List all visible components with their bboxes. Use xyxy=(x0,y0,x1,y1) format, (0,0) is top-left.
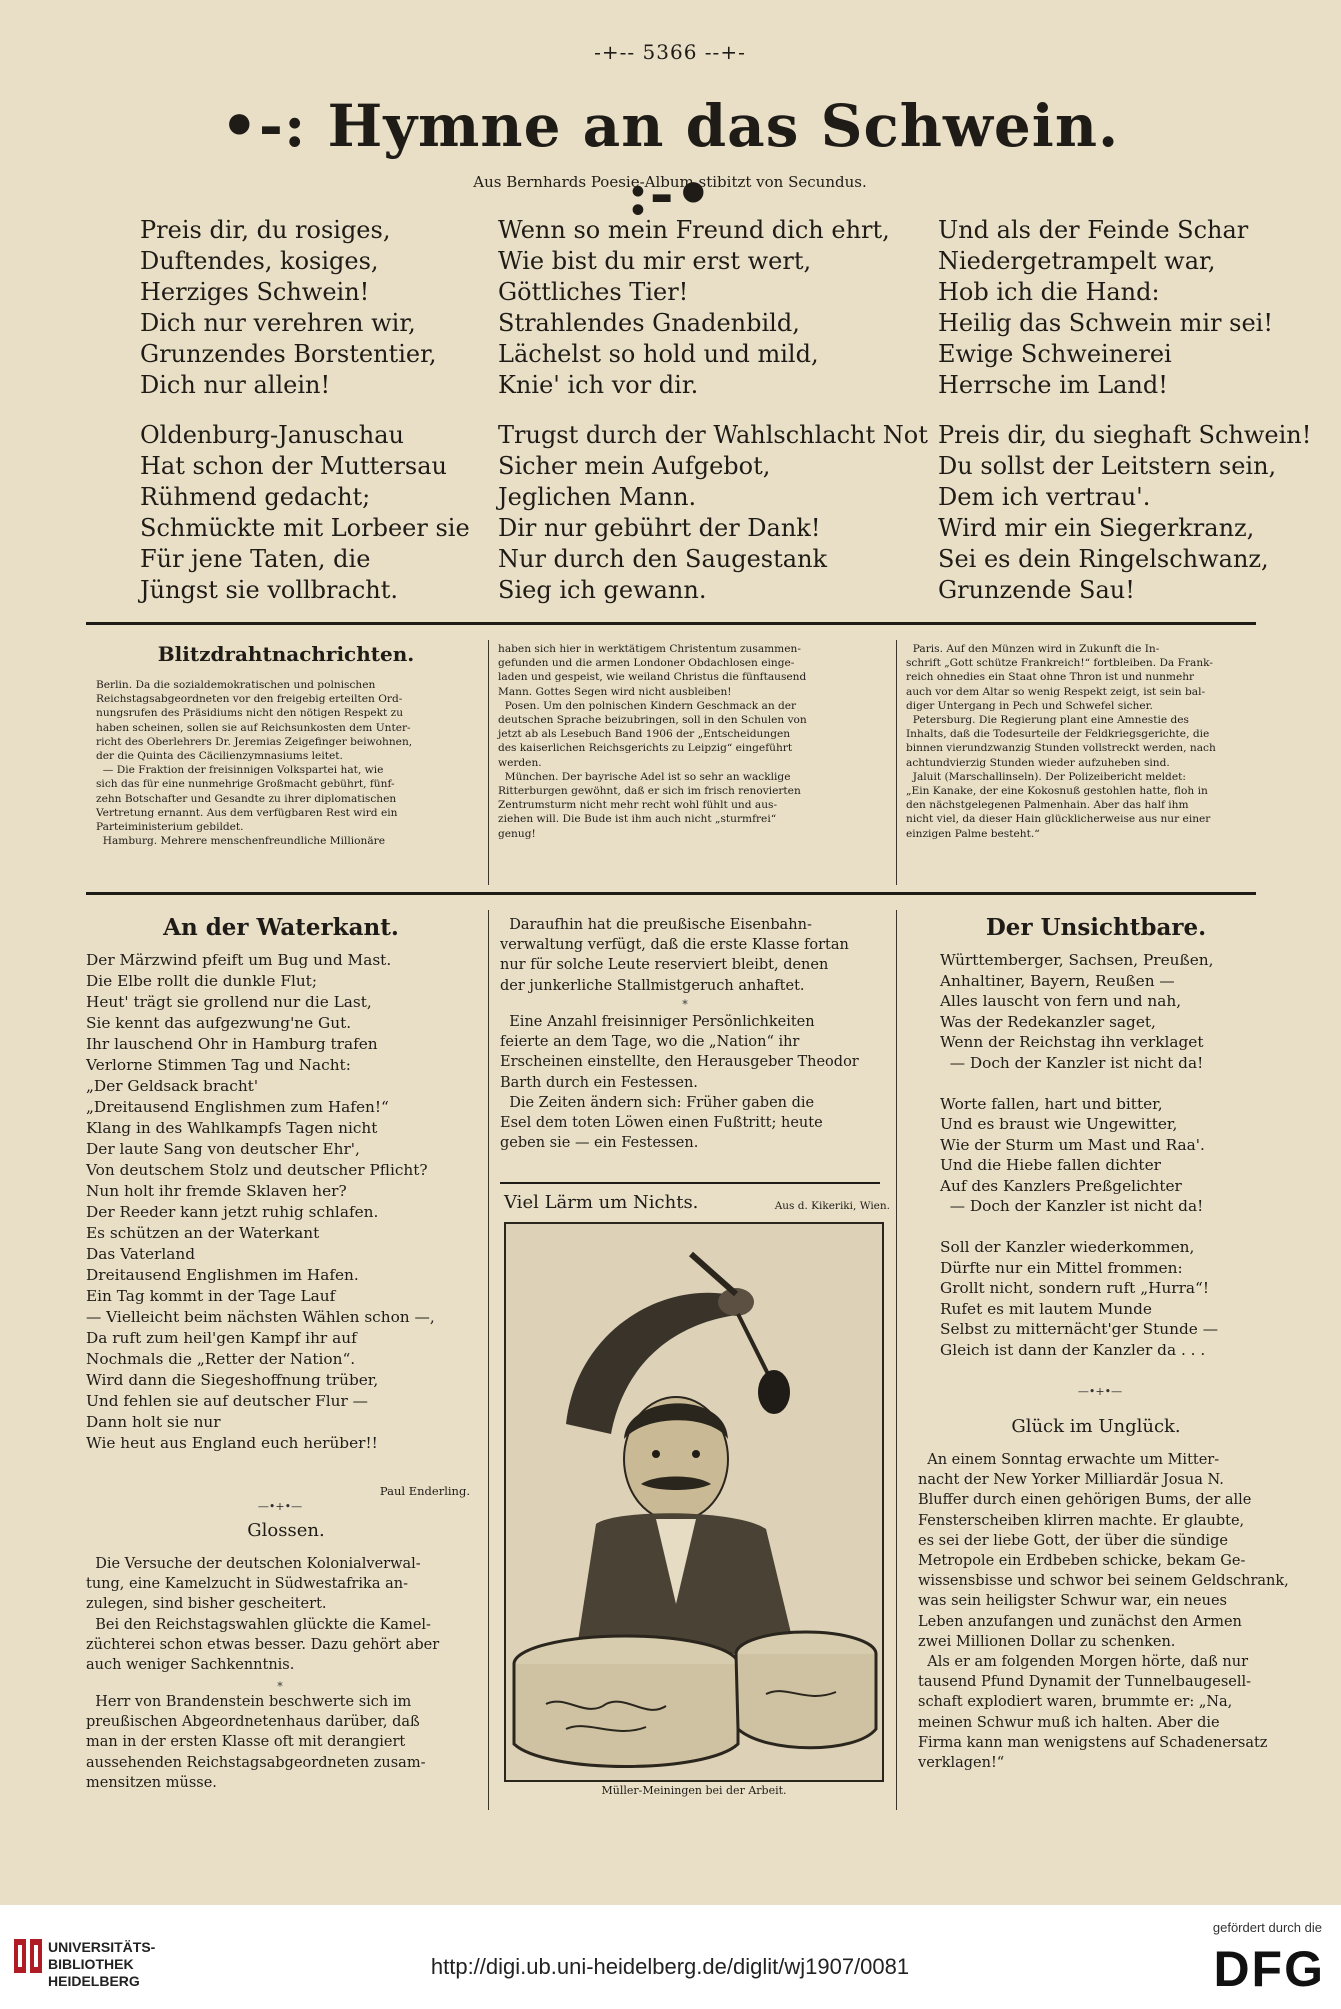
unsichtbare-title: Der Unsichtbare. xyxy=(985,914,1207,941)
glossen-text2: Herr von Brandenstein beschwerte sich im preußischen Abgeordnetenhaus darüber, daß man in der ersten Klasse oft mit derangiert aussehenden Reichstagsabgeordneten zusam- mensitzen müsse. xyxy=(86,1694,426,1791)
waterkant-author: Paul Enderling. xyxy=(379,1484,470,1498)
news-col3: Paris. Auf den Münzen wird in Zukunft die In- schrift „Gott schütze Frankreich!“ fortbleiben. Da Frank- reich ohnedies ein Staat ohne Thron ist und nunmehr auch vor dem Altar so wenig Respekt zeigt, ist sein bal- diger Untergang in Pech und Schwefel sicher. Petersburg. Die Regierung plant eine Amnestie des Inhalts, daß die Todesurteile der Feldkriegsgerichte, die binnen vierundzwanzig Stunden vollstreckt werden, nach achtundvierzig Stunden wieder aufzuheben sind. Jaluit (Marschallinseln). Der Polizeibericht meldet: „Ein Kanake, der eine Kokosnuß gestohlen hatte, floh in den nächstgelegenen Palmenhain. Aber das half ihm nicht viel, da dieser Hain glücklicherweise aus nur einer einzigen Palme besteht.“ xyxy=(906,643,1216,840)
cartoon-source: Aus d. Kikeriki, Wien. xyxy=(774,1200,890,1212)
cartoon-drawing xyxy=(506,1224,882,1780)
column-divider xyxy=(896,910,897,1810)
news-col1: Berlin. Da die sozialdemokratischen und polnischen Reichstagsabgeordneten vor den freigebig erteilten Ord- nungsrufen des Präsidiums nicht den nötigen Respekt zu haben scheinen, sollen sie auf Reichsunkosten dem Unter- richt des Oberlehrers Dr. Jeremias Zeigefinger beiwohnen, der die Quinta des Cäcilienzymnasiums leitet. — Die Fraktion der freisinnigen Volkspartei hat, wie sich das für eine nunmehrige Großmacht gebührt, fünf- zehn Botschafter und Gesandte zu ihrer diplomatischen Vertretung ernannt. Aus dem verfügbaren Rest wird ein Parteiministerium gebildet. Hamburg. Mehrere menschenfreundliche Millionäre xyxy=(96,679,413,848)
cartoon-title: Viel Lärm um Nichts. xyxy=(504,1192,699,1213)
middle-text2: Eine Anzahl freisinniger Persönlichkeiten feierte an dem Tage, wo die „Nation“ ihr Erscheinen einstellte, den Herausgeber Theodor Barth durch ein Festessen. Die Zeiten ändern sich: Früher gaben die Esel dem toten Löwen einen Fußtritt; heute geben sie — ein Festessen. xyxy=(500,1014,859,1152)
column-divider xyxy=(896,640,897,885)
divider-rule xyxy=(500,1182,880,1184)
university-name: UNIVERSITÄTS- BIBLIOTHEK HEIDELBERG xyxy=(48,1939,156,1989)
hymn-col2-stanza2: Trugst durch der Wahlschlacht Not Sicher mein Aufgebot, Jeglichen Mann. Dir nur gebührt der Dank! Nur durch den Saugestank Sieg ich gewann. xyxy=(498,421,928,604)
cartoon-caption: Müller-Meiningen bei der Arbeit. xyxy=(601,1784,787,1797)
divider-rule xyxy=(86,892,1256,895)
news-col2: haben sich hier in werktätigem Christentum zusammen- gefunden und die armen Londoner Obdachlosen einge- laden und gespeist, wie weiland Christus die fünftausend Mann. Gottes Segen wird nicht ausbleiben! Posen. Um den polnischen Kindern Geschmack an der deutschen Sprache beizubringen, soll in den Schulen von jetzt ab als Lesebuch Band 1906 der „Entscheidungen des kaiserlichen Reichsgerichts zu Leipzig“ eingeführt werden. München. Der bayrische Adel ist so sehr an wacklige Ritterburgen gewöhnt, daß er sich im frisch renovierten Zentrumsturm nicht mehr recht wohl fühlt und aus- ziehen will. Die Bude ist ihm auch nicht „sturmfrei“ genug! xyxy=(498,643,807,840)
ornament-divider: —•+•— xyxy=(1077,1385,1123,1398)
page-subtitle: Aus Bernhards Poesie-Album stibitzt von Secundus. xyxy=(473,173,867,191)
middle-text: Daraufhin hat die preußische Eisenbahn- verwaltung verfügt, daß die erste Klasse fortan nur für solche Leute reserviert bleibt, denen der junkerliche Stallmistgeruch anhaftet. xyxy=(500,917,849,994)
glueck-text: An einem Sonntag erwachte um Mitter- nacht der New Yorker Milliardär Josua N. Bluffer durch einen gehörigen Bums, der alle Fensterscheiben klirren machte. Er glaubte, es sei der liebe Gott, der über die sündige Metropole ein Erdbeben schicke, bekam Ge- wissensbisse und schwor bei seinem Geldschrank, was sein heiligster Schwur war, ein neues Leben anzufangen und zunächst den Armen zwei Millionen Dollar zu schenken. Als er am folgenden Morgen hörte, daß nur tausend Pfund Dynamit der Tunnelbaugesell- schaft explodiert waren, brummte er: „Na, meinen Schwur muß ich halten. Aber die Firma kann man wenigstens auf Schadenersatz verklagen!“ xyxy=(918,1452,1289,1772)
hymn-col3-stanza2: Preis dir, du sieghaft Schwein! Du sollst der Leitstern sein, Dem ich vertrau'. Wird mir ein Siegerkranz, Sei es dein Ringelschwanz, Grunzende Sau! xyxy=(938,421,1312,604)
university-logo-icon xyxy=(12,1935,44,1977)
ornament-divider: —•+•— xyxy=(257,1500,303,1513)
hymn-col1-stanza2: Oldenburg-Januschau Hat schon der Muttersau Rühmend gedacht; Schmückte mit Lorbeer sie Für jene Taten, die Jüngst sie vollbracht. xyxy=(140,421,470,604)
glueck-title: Glück im Unglück. xyxy=(1011,1416,1181,1437)
glossen-text: Die Versuche der deutschen Kolonialverwal- tung, eine Kamelzucht in Südwestafrika an- zulegen, sind bisher gescheitert. Bei den Reichstagswahlen glückte die Kamel- züchterei schon etwas besser. Dazu gehört aber auch weniger Sachkenntnis. xyxy=(86,1556,440,1674)
divider-rule xyxy=(86,622,1256,625)
column-divider xyxy=(488,640,489,885)
funding-label: gefördert durch die xyxy=(1212,1920,1322,1935)
waterkant-poem: Der Märzwind pfeift um Bug und Mast. Die Elbe rollt die dunkle Flut; Heut' trägt sie grollend nur die Last, Sie kennt das aufgezwung'ne Gut. Ihr lauschend Ohr in Hamburg trafen Verlorne Stimmen Tag und Nacht: „Der Geldsack bracht' „Dreitausend Englishmen zum Hafen!“ Klang in des Wahlkampfs Tagen nicht Der laute Sang von deutscher Ehr', Von deutschem Stolz und deutscher Pflicht? Nun holt ihr fremde Sklaven her? Der Reeder kann jetzt ruhig schlafen. Es schützen an der Waterkant Das Vaterland Dreitausend Englishmen im Hafen. Ein Tag kommt in der Tage Lauf — Vielleicht beim nächsten Wählen schon —, Da ruft zum heil'gen Kampf ihr auf Nochmals die „Retter der Nation“. Wird dann die Siegeshoffnung trüber, Und fehlen sie auf deutscher Flur — Dann holt sie nur Wie heut aus England euch herüber!! xyxy=(86,951,435,1452)
page-title: •-: Hymne an das Schwein. :-• xyxy=(220,92,1120,228)
glossen-title: Glossen. xyxy=(247,1520,325,1541)
waterkant-title: An der Waterkant. xyxy=(163,914,399,941)
dfg-logo: DFG xyxy=(1213,1941,1325,1997)
asterisk-divider: * xyxy=(682,998,688,1011)
unsichtbare-poem: Württemberger, Sachsen, Preußen, Anhaltiner, Bayern, Reußen — Alles lauscht von fern und nah, Was der Redekanzler saget, Wenn der Reichstag ihn verklaget — Doch der Kanzler ist nicht da! Worte fallen, hart und bitter, Und es braust wie Ungewitter, Wie der Sturm um Mast und Raa'. Und die Hiebe fallen dichter Auf des Kanzlers Preßgelichter — Doch der Kanzler ist nicht da! Soll der Kanzler wiederkommen, Dürfte nur ein Mittel frommen: Grollt nicht, sondern ruft „Hurra“! Rufet es mit lautem Munde Selbst zu mitternächt'ger Stunde — Gleich ist dann der Kanzler da . . . xyxy=(940,951,1219,1359)
page-number: -+-- 5366 --+- xyxy=(594,40,746,64)
hymn-col2-stanza1: Wenn so mein Freund dich ehrt, Wie bist du mir erst wert, Göttliches Tier! Strahlendes Gnadenbild, Lächelst so hold und mild, Knie' ich vor dir. xyxy=(498,216,890,399)
source-url-link[interactable]: http://digi.ub.uni-heidelberg.de/diglit/wj1907/0081 xyxy=(430,1954,910,1979)
asterisk-divider: * xyxy=(277,1680,283,1693)
hymn-col1-stanza1: Preis dir, du rosiges, Duftendes, kosiges, Herziges Schwein! Dich nur verehren wir, Grunzendes Borstentier, Dich nur allein! xyxy=(140,216,437,399)
column-divider xyxy=(488,910,489,1810)
cartoon-illustration xyxy=(504,1222,884,1782)
news-title: Blitzdrahtnachrichten. xyxy=(157,642,415,666)
hymn-col3-stanza1: Und als der Feinde Schar Niedergetrampelt war, Hob ich die Hand: Heilig das Schwein mir sei! Ewige Schweinerei Herrsche im Land! xyxy=(938,216,1273,399)
